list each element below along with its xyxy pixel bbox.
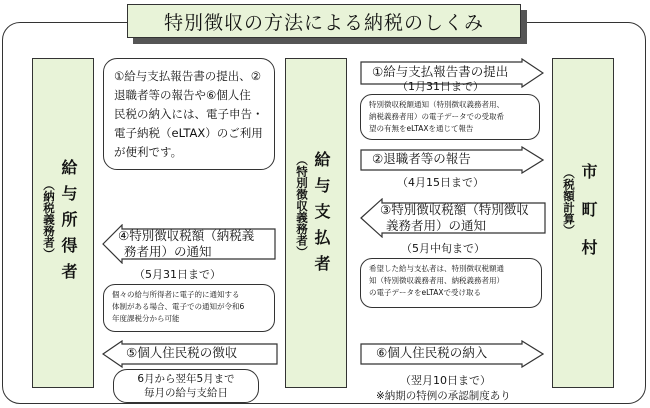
info-line-4: 電子納税（eLTAX）のご利用 xyxy=(114,126,263,140)
note-4-line-2: 体制がある場合、電子での通知が令和6 xyxy=(112,302,245,311)
note-electronic-report xyxy=(360,94,540,140)
arrow-tax-notice-employee-label-1: ④特別徴収税額（納税義 xyxy=(118,228,255,243)
arrow-retiree-report-label: ②退職者等の報告 xyxy=(372,151,471,166)
note-electronic-receipt xyxy=(360,258,542,308)
arrow-tax-payment-date: （翌月10日まで） xyxy=(400,374,491,387)
note-3-line-2: 知（特別徴収義務者用、納税義務者用） xyxy=(369,276,504,285)
note-4-line-3: 年度課税分から可能 xyxy=(112,314,180,323)
info-line-5: が便利です。 xyxy=(114,145,183,159)
note-1-line-1: 特別徴収税額通知（特別徴収義務者用、 xyxy=(369,100,504,109)
note-5-line-2: 毎月の給与支給日 xyxy=(144,387,228,399)
column-employee-sub: （納税義務者） xyxy=(42,179,56,260)
arrow-tax-notice-employer-label-2: 義務者用）の通知 xyxy=(386,218,487,233)
column-employer xyxy=(285,58,347,388)
column-municipality-sub: （税額計算） xyxy=(562,167,576,236)
info-line-2: 退職者等の報告や⑥個人住 xyxy=(114,88,251,102)
arrow-report-submission-label: ①給与支払報告書の提出 xyxy=(372,64,509,79)
arrow-tax-collection-label: ⑤個人住民税の徴収 xyxy=(126,345,238,360)
note-3-line-1: 希望した給与支払者は、特別徴収税額通 xyxy=(369,264,504,273)
arrow-tax-payment-label: ⑥個人住民税の納入 xyxy=(376,345,488,360)
note-5-line-1: 6月から翌年5月まで xyxy=(137,373,235,385)
note-4-line-1: 個々の給与所得者に電子的に通知する xyxy=(112,290,240,299)
note-collection-schedule xyxy=(113,369,259,403)
arrow-retiree-report xyxy=(360,146,544,174)
diagram-title: 特別徴収の方法による納税のしくみ xyxy=(127,4,521,38)
column-employer-sub: （特別徴収義務者） xyxy=(295,154,309,258)
note-special-payment-deadline: ※納期の特例の承認制度あり xyxy=(376,390,511,402)
arrow-tax-notice-employee-date: （5月31日まで） xyxy=(134,268,221,281)
arrow-tax-notice-employee-label-2: 務者用）の通知 xyxy=(124,244,212,259)
column-employee xyxy=(32,58,94,388)
arrow-tax-notice-employer-label-1: ③特別徴収税額（特別徴収 xyxy=(380,202,529,217)
arrow-report-submission-date: （1月31日まで） xyxy=(397,80,484,93)
info-line-1: ①給与支払報告書の提出、② xyxy=(114,69,262,83)
note-electronic-notice xyxy=(103,284,275,332)
column-employee-name: 給与所得者 xyxy=(59,159,78,289)
arrow-tax-notice-employee xyxy=(102,224,276,264)
eltax-info-box xyxy=(103,58,275,170)
info-line-3: 民税の納入には、電子申告・ xyxy=(114,107,264,121)
column-municipality-name: 市町村 xyxy=(579,163,598,277)
arrow-retiree-report-date: （4月15日まで） xyxy=(397,176,484,189)
arrow-tax-notice-employer xyxy=(360,198,546,238)
arrow-tax-collection xyxy=(102,340,278,368)
note-1-line-3: 望の有無をeLTAXを通じて報告 xyxy=(369,124,474,133)
arrow-tax-payment xyxy=(360,340,544,368)
column-municipality xyxy=(552,58,614,388)
arrow-tax-notice-employer-date: （5月中旬まで） xyxy=(401,242,485,255)
note-3-line-3: の電子データをeLTAXで受け取る xyxy=(369,288,482,297)
column-employer-name: 給与支払者 xyxy=(312,151,331,281)
note-1-line-2: 納税義務者用）の電子データでの受取希 xyxy=(369,112,504,121)
